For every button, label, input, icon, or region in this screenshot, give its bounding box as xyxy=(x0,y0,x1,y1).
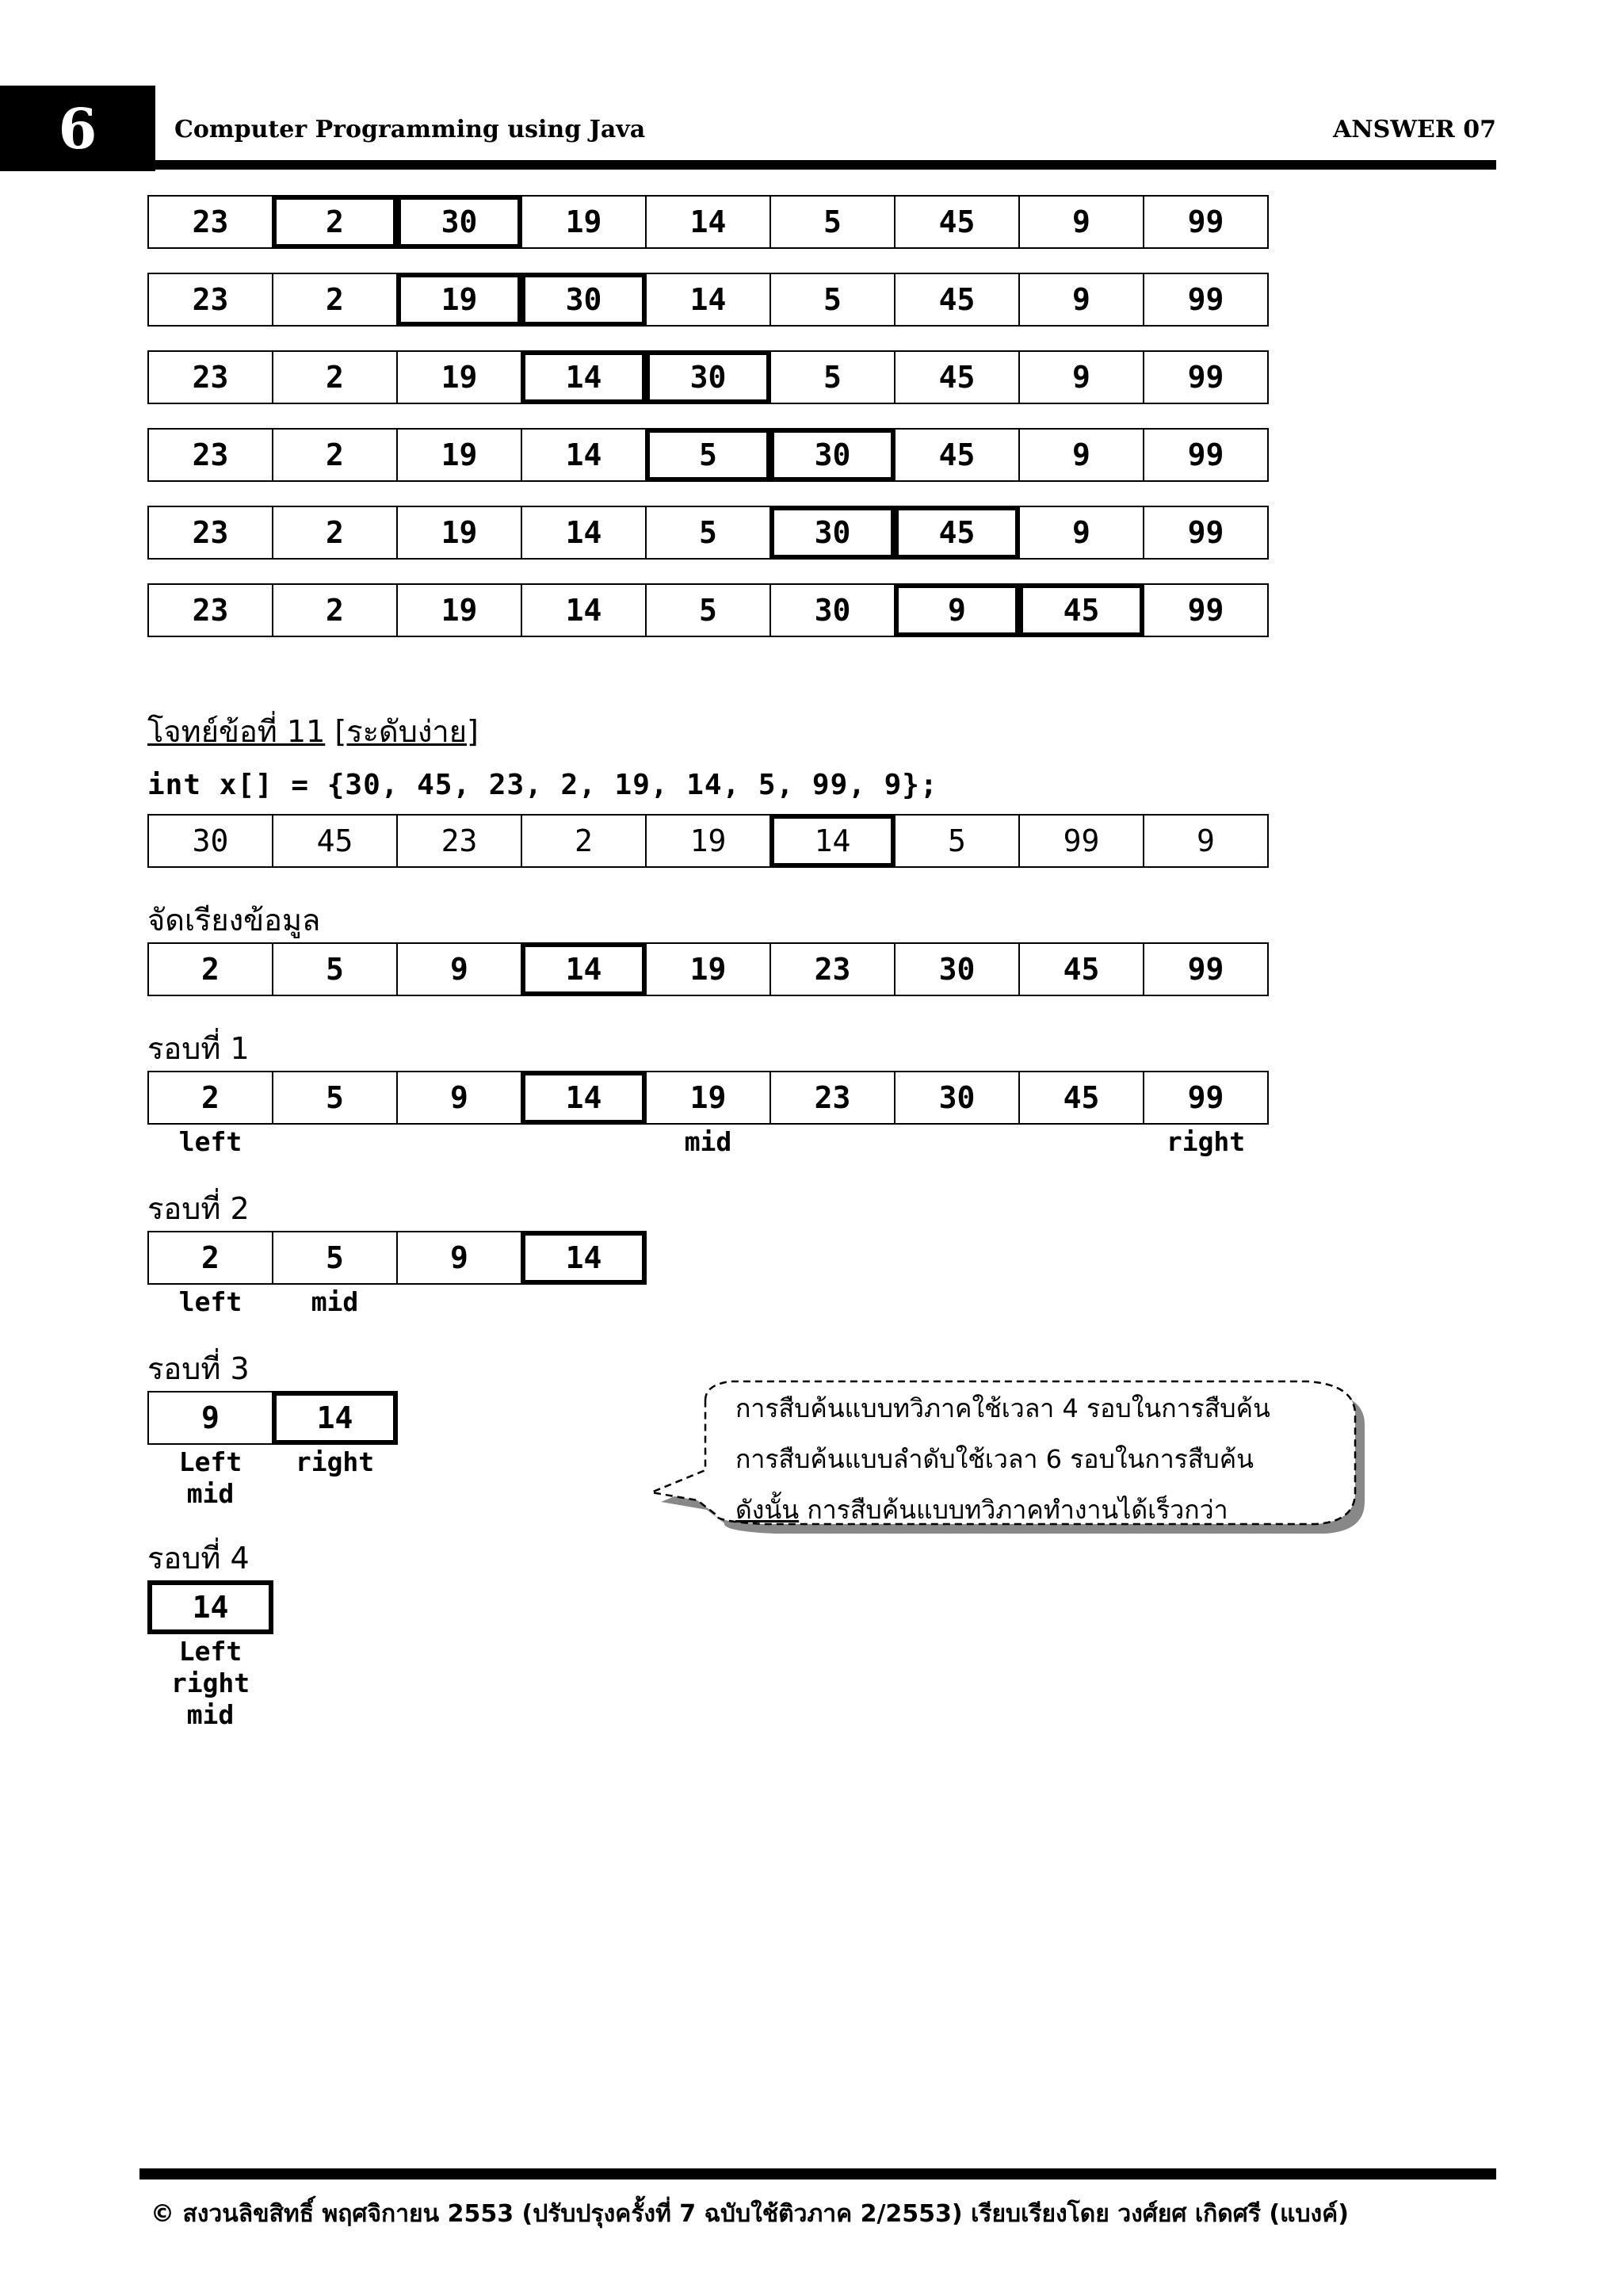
array-cell: 5 xyxy=(645,583,771,637)
callout-emphasis: ดังนั้น xyxy=(735,1495,800,1525)
array-cell: 99 xyxy=(1143,1071,1269,1125)
array-cell: 30 xyxy=(894,942,1020,996)
pointer-label xyxy=(1143,1126,1269,1158)
pointer-label-line: Left xyxy=(178,1636,242,1667)
array-cell: 19 xyxy=(645,814,771,868)
array-cell: 9 xyxy=(1018,506,1144,560)
pointer-label-line: right xyxy=(295,1446,375,1477)
array-cell: 23 xyxy=(769,1071,896,1125)
header-rule xyxy=(155,160,1496,170)
array-cell-highlighted: 45 xyxy=(894,506,1020,560)
header-section: ANSWER 07 xyxy=(1332,116,1496,143)
array-cell: 19 xyxy=(396,350,522,404)
array-cell: 14 xyxy=(645,195,771,249)
pointer-label-line: mid xyxy=(186,1699,235,1730)
array-cell: 14 xyxy=(521,506,647,560)
array-cell: 45 xyxy=(894,428,1020,482)
array-cell: 9 xyxy=(1018,428,1144,482)
array-cell: 2 xyxy=(521,814,647,868)
exercise-label: โจทย์ข้อที่ 11 xyxy=(147,714,326,749)
array-cell: 19 xyxy=(521,195,647,249)
array-cell: 30 xyxy=(147,814,273,868)
array-cell-highlighted: 2 xyxy=(272,195,398,249)
sorted-label: จัดเรียงข้อมูล xyxy=(147,903,321,938)
array-cell: 99 xyxy=(1143,583,1269,637)
array-cell-highlighted: 14 xyxy=(521,350,647,404)
array-cell: 9 xyxy=(1018,195,1144,249)
pointer-label xyxy=(272,1446,398,1478)
pointer-label xyxy=(147,1446,273,1510)
array-cell: 5 xyxy=(769,350,896,404)
array-cell: 45 xyxy=(1018,942,1144,996)
pointer-label-line: left xyxy=(178,1126,242,1157)
code-line: int x[] = {30, 45, 23, 2, 19, 14, 5, 99, 9}; xyxy=(147,769,938,801)
array-cell-highlighted: 14 xyxy=(147,1580,273,1634)
initial-array-row xyxy=(147,814,1269,868)
pointer-label xyxy=(645,1126,771,1158)
sort-step-row xyxy=(147,428,1269,482)
pointer-label xyxy=(147,1636,273,1731)
array-cell: 99 xyxy=(1143,273,1269,327)
array-cell-highlighted: 14 xyxy=(272,1391,398,1445)
array-cell-highlighted: 14 xyxy=(769,814,896,868)
array-cell: 19 xyxy=(645,942,771,996)
array-cell: 99 xyxy=(1018,814,1144,868)
array-cell: 23 xyxy=(147,273,273,327)
array-cell: 5 xyxy=(272,1231,398,1285)
pointer-label xyxy=(147,1126,273,1158)
array-cell: 2 xyxy=(147,1071,273,1125)
array-cell: 19 xyxy=(396,506,522,560)
array-cell: 2 xyxy=(147,1231,273,1285)
pointer-label-line: mid xyxy=(311,1286,359,1317)
array-cell: 9 xyxy=(396,1231,522,1285)
array-cell: 99 xyxy=(1143,350,1269,404)
exercise-level: [ระดับง่าย] xyxy=(334,714,479,749)
callout-line-2: การสืบค้นแบบลำดับใช้เวลา 6 รอบในการสืบค้น xyxy=(735,1444,1254,1474)
round-array-row xyxy=(147,1071,1269,1125)
array-cell: 30 xyxy=(769,583,896,637)
array-cell: 9 xyxy=(396,942,522,996)
page-number: 6 xyxy=(0,86,155,171)
round-label: รอบที่ 3 xyxy=(147,1351,250,1386)
array-cell-highlighted: 30 xyxy=(769,506,896,560)
round-label: รอบที่ 2 xyxy=(147,1191,250,1226)
array-cell: 2 xyxy=(147,942,273,996)
array-cell-highlighted: 14 xyxy=(521,942,647,996)
array-cell: 14 xyxy=(521,583,647,637)
array-cell-highlighted: 14 xyxy=(521,1071,647,1125)
array-cell-highlighted: 5 xyxy=(645,428,771,482)
array-cell: 45 xyxy=(1018,1071,1144,1125)
array-cell: 23 xyxy=(147,350,273,404)
round-array-row xyxy=(147,1580,273,1634)
array-cell: 2 xyxy=(272,350,398,404)
array-cell-highlighted: 19 xyxy=(396,273,522,327)
array-cell: 23 xyxy=(396,814,522,868)
footer-copyright: © สงวนลิขสิทธิ์ พฤศจิกายน 2553 (ปรับปรุงครั้งที่ 7 ฉบับใช้ติวภาค 2/2553) เรียบเรียงโดย วงศ์ยศ เกิดศรี (แบงค์) xyxy=(151,2200,1349,2228)
callout-line-1: การสืบค้นแบบทวิภาคใช้เวลา 4 รอบในการสืบค้น xyxy=(735,1393,1270,1423)
array-cell: 45 xyxy=(894,195,1020,249)
array-cell: 19 xyxy=(645,1071,771,1125)
sorted-array-row xyxy=(147,942,1269,996)
footer-rule xyxy=(139,2168,1496,2179)
array-cell: 14 xyxy=(645,273,771,327)
array-cell: 2 xyxy=(272,428,398,482)
round-label: รอบที่ 1 xyxy=(147,1031,250,1066)
array-cell: 99 xyxy=(1143,942,1269,996)
callout-line-3-rest: การสืบค้นแบบทวิภาคทำงานได้เร็วกว่า xyxy=(799,1495,1228,1525)
array-cell: 23 xyxy=(147,506,273,560)
sort-step-row xyxy=(147,506,1269,560)
array-cell: 23 xyxy=(147,428,273,482)
array-cell: 19 xyxy=(396,583,522,637)
array-cell: 99 xyxy=(1143,506,1269,560)
pointer-label-line: right xyxy=(1166,1126,1246,1157)
pointer-label-line: Left xyxy=(178,1446,242,1477)
pointer-label-line: left xyxy=(178,1286,242,1317)
array-cell-highlighted: 45 xyxy=(1018,583,1144,637)
array-cell: 5 xyxy=(894,814,1020,868)
array-cell-highlighted: 30 xyxy=(521,273,647,327)
array-cell: 2 xyxy=(272,583,398,637)
array-cell: 45 xyxy=(894,350,1020,404)
array-cell: 5 xyxy=(769,195,896,249)
array-cell: 19 xyxy=(396,428,522,482)
array-cell: 30 xyxy=(894,1071,1020,1125)
array-cell-highlighted: 9 xyxy=(894,583,1020,637)
pointer-label-line: mid xyxy=(684,1126,732,1157)
array-cell: 99 xyxy=(1143,195,1269,249)
round-label: รอบที่ 4 xyxy=(147,1541,250,1576)
array-cell: 45 xyxy=(272,814,398,868)
callout-line-3 xyxy=(735,1490,1228,1530)
pointer-label-line: mid xyxy=(186,1478,235,1509)
pointer-label-line: right xyxy=(170,1668,250,1698)
array-cell: 23 xyxy=(769,942,896,996)
array-cell: 23 xyxy=(147,195,273,249)
array-cell: 5 xyxy=(645,506,771,560)
sort-step-row xyxy=(147,273,1269,327)
array-cell: 45 xyxy=(894,273,1020,327)
sort-step-row xyxy=(147,350,1269,404)
array-cell-highlighted: 14 xyxy=(521,1231,647,1285)
sort-step-row xyxy=(147,195,1269,249)
array-cell: 9 xyxy=(1143,814,1269,868)
array-cell: 5 xyxy=(272,1071,398,1125)
array-cell: 9 xyxy=(396,1071,522,1125)
array-cell: 2 xyxy=(272,273,398,327)
array-cell-highlighted: 30 xyxy=(396,195,522,249)
pointer-label xyxy=(272,1286,398,1318)
exercise-heading xyxy=(147,707,479,755)
round-array-row xyxy=(147,1231,647,1285)
round-array-row xyxy=(147,1391,398,1445)
array-cell: 2 xyxy=(272,506,398,560)
array-cell: 14 xyxy=(521,428,647,482)
header-title: Computer Programming using Java xyxy=(174,116,646,143)
array-cell: 9 xyxy=(147,1391,273,1445)
array-cell: 9 xyxy=(1018,350,1144,404)
array-cell-highlighted: 30 xyxy=(769,428,896,482)
array-cell: 5 xyxy=(272,942,398,996)
array-cell: 99 xyxy=(1143,428,1269,482)
pointer-label xyxy=(147,1286,273,1318)
array-cell: 9 xyxy=(1018,273,1144,327)
array-cell: 5 xyxy=(769,273,896,327)
array-cell-highlighted: 30 xyxy=(645,350,771,404)
sort-step-row xyxy=(147,583,1269,637)
array-cell: 23 xyxy=(147,583,273,637)
